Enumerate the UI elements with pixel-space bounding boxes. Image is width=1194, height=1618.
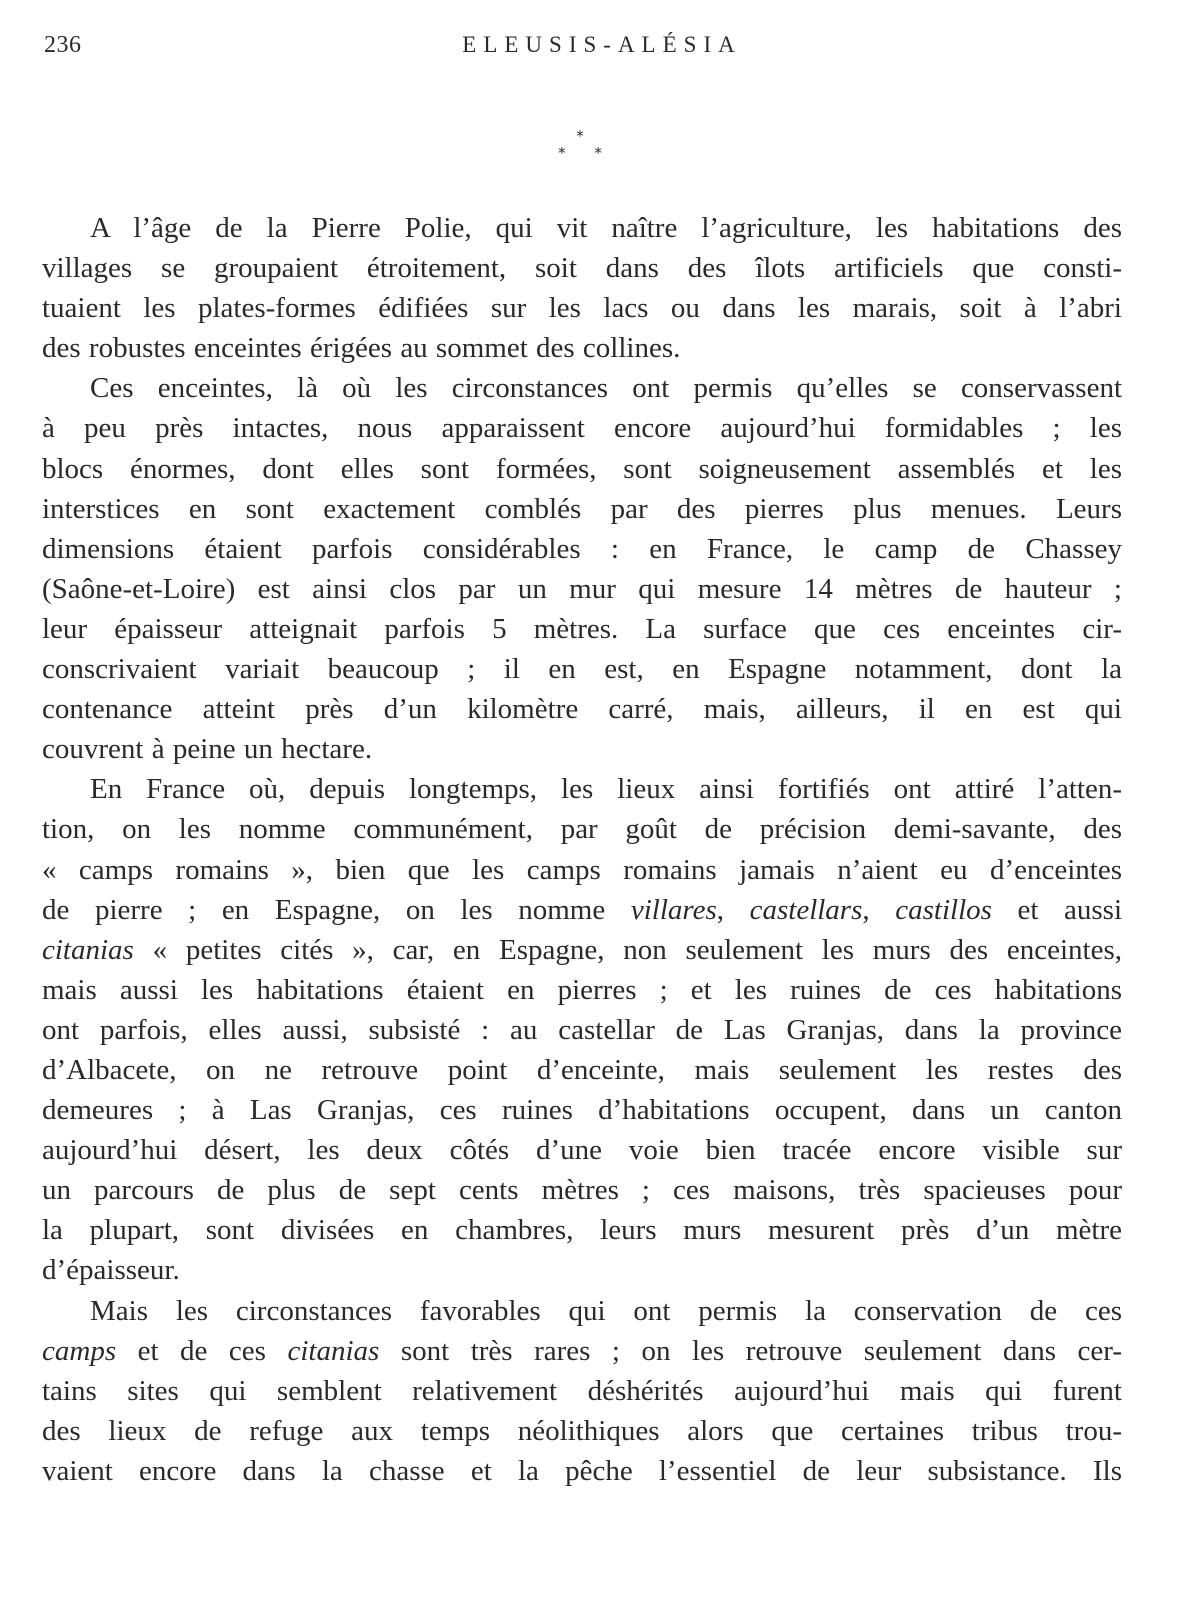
section-asterism	[540, 128, 620, 162]
italic-term: camps	[42, 1334, 117, 1367]
text-line: blocs énormes, dont elles sont formées, sont soigneusement assemblés et les	[42, 452, 1122, 485]
paragraph-4	[42, 1291, 1122, 1491]
paragraph-3	[42, 769, 1122, 1290]
text-line: des lieux de refuge aux temps néolithiques alors que certaines tribus trou-	[42, 1414, 1122, 1447]
text-line: « camps romains », bien que les camps romains jamais n’aient eu d’enceintes	[42, 853, 1122, 886]
page-number: 236	[44, 32, 82, 58]
body-text	[42, 208, 1122, 1491]
text-line: couvrent à peine un hectare.	[42, 733, 373, 766]
text-line: dimensions étaient parfois considérables : en France, le camp de Chassey	[42, 532, 1122, 565]
running-title: ELEUSIS-ALÉSIA	[462, 32, 742, 57]
text-line: tuaient les plates-formes édifiées sur les lacs ou dans les marais, soit à l’abri	[42, 292, 1122, 325]
text-line: à peu près intactes, nous apparaissent encore aujourd’hui formidables ; les	[42, 412, 1122, 445]
italic-term: citanias	[42, 933, 134, 966]
text-line: contenance atteint près d’un kilomètre carré, mais, ailleurs, il en est qui	[42, 693, 1122, 726]
text-line: conscrivaient variait beaucoup ; il en est, en Espagne notamment, dont la	[42, 653, 1122, 686]
asterism-top-star: *	[576, 127, 584, 145]
text-line: leur épaisseur atteignait parfois 5 mètres. La surface que ces enceintes cir-	[42, 612, 1122, 645]
text-line	[42, 1331, 1122, 1371]
text-line: ont parfois, elles aussi, subsisté : au castellar de Las Granjas, dans la province	[42, 1013, 1122, 1046]
text-line: A l’âge de la Pierre Polie, qui vit naître l’agriculture, les habitations des	[90, 212, 1122, 244]
text-line: un parcours de plus de sept cents mètres ; ces maisons, très spacieuses pour	[42, 1174, 1122, 1207]
text-line: vaient encore dans la chasse et la pêche l’essentiel de leur subsistance. Ils	[42, 1454, 1122, 1487]
text-line: des robustes enceintes érigées au sommet des collines.	[42, 332, 681, 365]
text-line: Ces enceintes, là où les circonstances ont permis qu’elles se conservassent	[90, 372, 1122, 405]
text-fragment: de pierre ; en Espagne, on les nomme	[42, 893, 606, 926]
text-line: aujourd’hui désert, les deux côtés d’une voie bien tracée encore visible sur	[42, 1134, 1122, 1167]
italic-term: citanias	[287, 1334, 380, 1367]
italic-term: castillos	[895, 893, 992, 926]
text-line	[42, 930, 1122, 970]
asterism-bottom-stars: * *	[558, 144, 614, 162]
italic-term: castellars	[749, 893, 863, 926]
text-line: demeures ; à Las Granjas, ces ruines d’habitations occupent, dans un canton	[42, 1094, 1122, 1127]
text-fragment: et aussi	[1017, 893, 1123, 926]
italic-term: villares	[630, 893, 717, 926]
paragraph-1	[42, 208, 1122, 368]
text-fragment: « petites cités », car, en Espagne, non seulement les murs des enceintes,	[152, 933, 1123, 966]
text-line: Mais les circonstances favorables qui ont permis la conservation de ces	[90, 1294, 1122, 1327]
text-line: d’épaisseur.	[42, 1254, 180, 1287]
text-fragment: et de ces	[137, 1334, 266, 1367]
text-line: tains sites qui semblent relativement déshérités aujourd’hui mais qui furent	[42, 1374, 1122, 1407]
text-line: mais aussi les habitations étaient en pierres ; et les ruines de ces habitations	[42, 973, 1122, 1006]
paragraph-2	[42, 368, 1122, 769]
text-fragment: sont très rares ; on les retrouve seulement dans cer-	[400, 1334, 1123, 1367]
text-line: d’Albacete, on ne retrouve point d’enceinte, mais seulement les restes des	[42, 1053, 1122, 1086]
text-line: En France où, depuis longtemps, les lieux ainsi fortifiés ont attiré l’atten-	[90, 773, 1122, 806]
text-line: interstices en sont exactement comblés par des pierres plus menues. Leurs	[42, 492, 1122, 525]
text-line: villages se groupaient étroitement, soit dans des îlots artificiels que consti-	[42, 252, 1122, 285]
text-line: (Saône-et-Loire) est ainsi clos par un mur qui mesure 14 mètres de hauteur ;	[42, 572, 1122, 605]
text-line: de pierre ; en Espagne, on les nomme villares, castellars, castillos et aussi	[42, 893, 1123, 926]
text-line: la plupart, sont divisées en chambres, leurs murs mesurent près d’un mètre	[42, 1214, 1122, 1247]
text-line: tion, on les nomme communément, par goût de précision demi-savante, des	[42, 813, 1122, 846]
